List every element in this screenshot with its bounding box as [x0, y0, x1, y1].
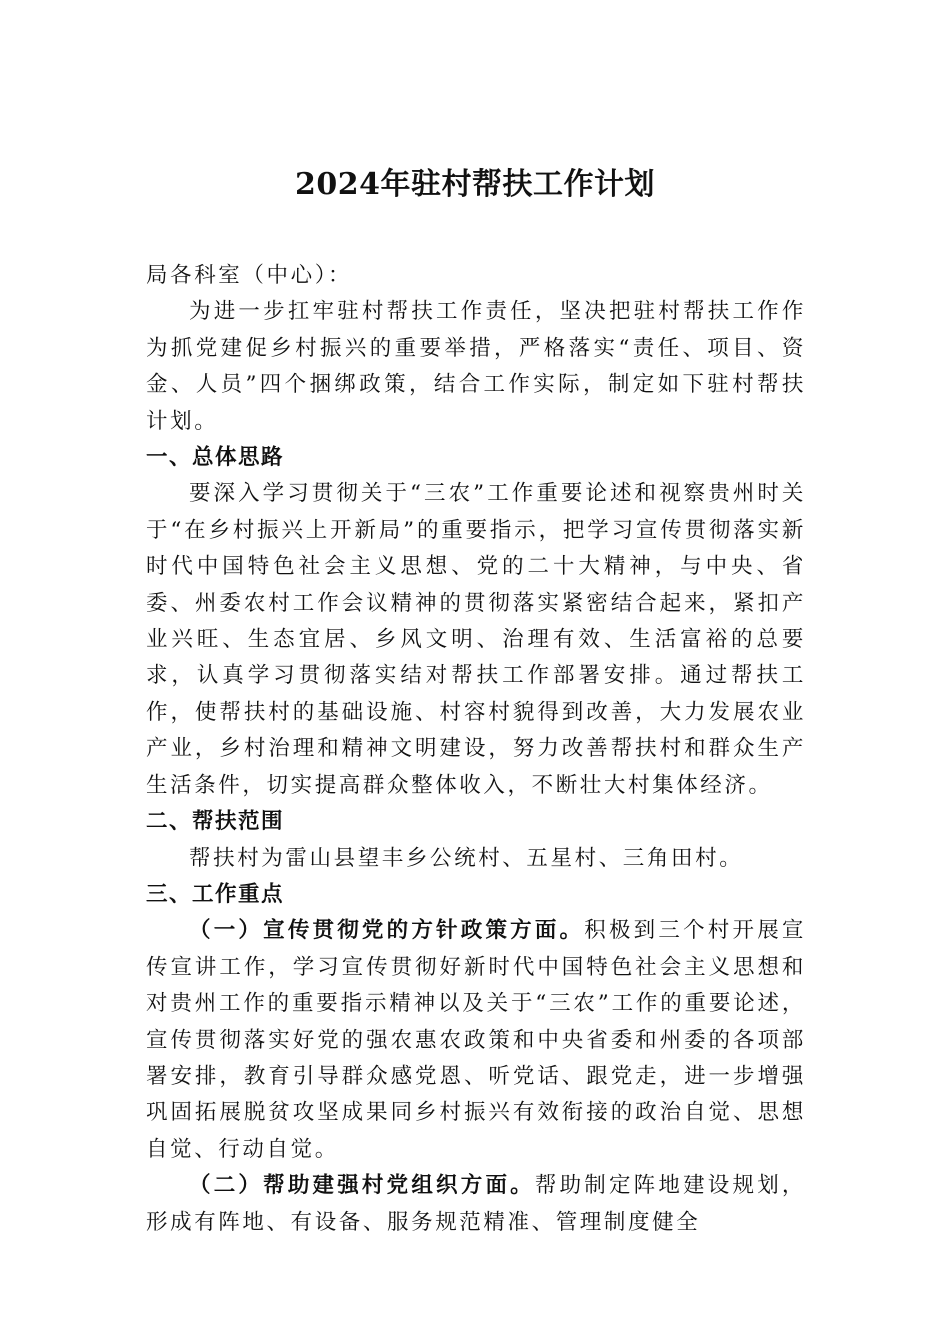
document-body: [146, 258, 806, 1241]
assistance-scope-paragraph: 帮扶村为雷山县望丰乡公统村、五星村、三角田村。: [189, 845, 744, 871]
work-focus-item-1-text: 积极到三个村开展宣传宣讲工作，学习宣传贯彻好新时代中国特色社会主义思想和对贵州工作的重要指示精神以及关于“三农”工作的重要论述，宣传贯彻落实好党的强农惠农政策和中央省委和州委的各项部署安排，教育引导群众感党恩、听党话、跟党走，进一步增强巩固拓展脱贫攻坚成果同乡村振兴有效衔接的政治自觉、思想自觉、行动自觉。: [146, 918, 806, 1162]
work-focus-item-2-lead: （二）帮助建强村党组织方面。: [189, 1173, 535, 1199]
section-heading-work-focus: 三、工作重点: [146, 881, 285, 907]
overall-approach-paragraph: 要深入学习贯彻关于“三农”工作重要论述和视察贵州时关于“在乡村振兴上开新局”的重要指示，把学习宣传贯彻落实新时代中国特色社会主义思想、党的二十大精神，与中央、省委、州委农村工作会议精神的贯彻落实紧密结合起来，紧扣产业兴旺、生态宜居、乡风文明、治理有效、生活富裕的总要求，认真学习贯彻落实结对帮扶工作部署安排。通过帮扶工作，使帮扶村的基础设施、村容村貌得到改善，大力发展农业产业，乡村治理和精神文明建设，努力改善帮扶村和群众生产生活条件，切实提高群众整体收入，不断壮大村集体经济。: [146, 481, 806, 798]
work-focus-item-1-lead: （一）宣传贯彻党的方针政策方面。: [189, 918, 585, 944]
section-heading-assistance-scope: 二、帮扶范围: [146, 809, 285, 835]
section-heading-overall-approach: 一、总体思路: [146, 445, 285, 471]
work-focus-item-1: [146, 913, 806, 1168]
work-focus-item-2-text: 帮助制定阵地建设规划，形成有阵地、有设备、服务规范精准、管理制度健全: [146, 1173, 806, 1235]
work-focus-item-2: [146, 1168, 806, 1241]
document-title: 2024年驻村帮扶工作计划: [295, 167, 655, 202]
intro-paragraph: 为进一步扛牢驻村帮扶工作责任，坚决把驻村帮扶工作作为抓党建促乡村振兴的重要举措，严格落实“责任、项目、资金、人员”四个捆绑政策，结合工作实际，制定如下驻村帮扶计划。: [146, 299, 806, 434]
salutation: 局各科室（中心）：: [146, 263, 353, 288]
